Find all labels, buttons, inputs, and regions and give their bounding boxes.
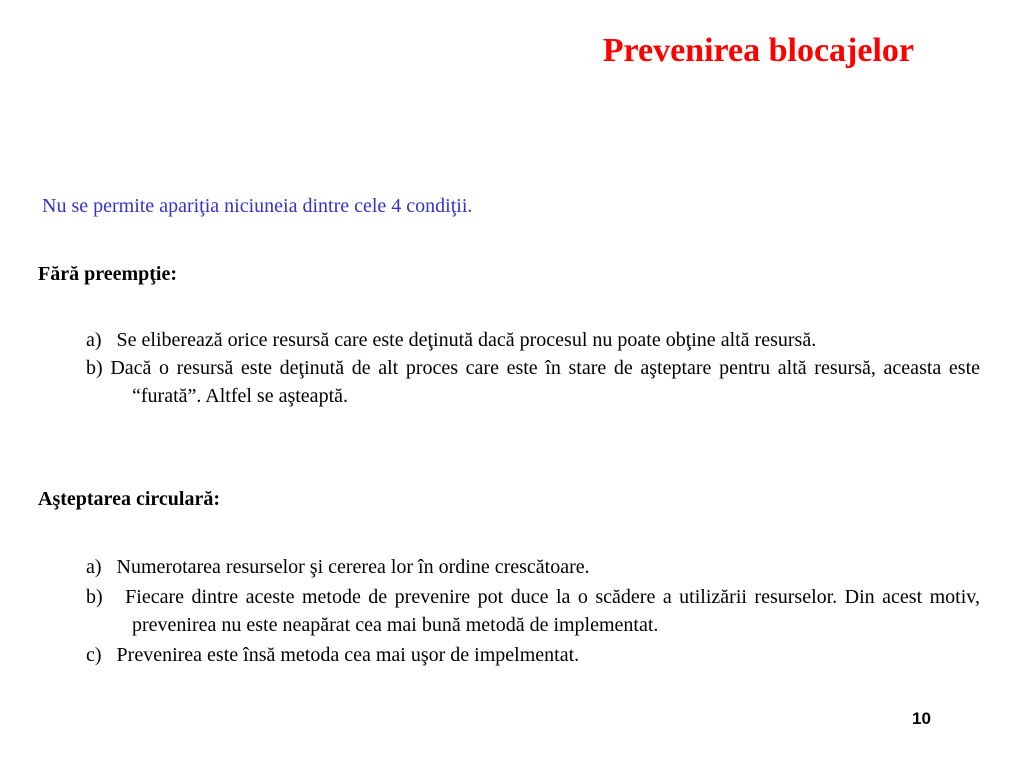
page-number: 10 xyxy=(912,709,931,728)
list-item xyxy=(86,354,980,410)
list-item xyxy=(86,583,980,639)
slide-title: Prevenirea blocajelor xyxy=(602,32,914,69)
circular-wait-list xyxy=(86,553,980,671)
intro-text: Nu se permite apariţia niciuneia dintre cele 4 condiţii. xyxy=(42,195,473,217)
list-item-text: Numerotarea resurselor şi cererea lor în ordine crescătoare. xyxy=(116,556,590,578)
list-item xyxy=(86,553,980,581)
list-item-text: Se eliberează orice resursă care este deţinută dacă procesul nu poate obţine altă resursă. xyxy=(116,329,817,351)
list-marker: b) xyxy=(86,357,103,379)
list-item-text: Dacă o resursă este deţinută de alt proces care este în stare de aşteptare pentru altă resursă, aceasta este “furată”. Altfel se aşteaptă. xyxy=(110,357,981,407)
section-heading-no-preemption: Fără preempţie: xyxy=(38,263,178,285)
list-item xyxy=(86,641,980,669)
no-preemption-list xyxy=(86,326,980,410)
list-marker: a) xyxy=(86,329,102,351)
list-marker: c) xyxy=(86,644,102,666)
list-marker: b) xyxy=(86,586,103,608)
list-item xyxy=(86,326,980,354)
section-heading-circular-wait: Aşteptarea circulară: xyxy=(38,488,220,510)
list-item-text: Fiecare dintre aceste metode de prevenire pot duce la o scădere a utilizării resurselor. Din acest motiv, prevenirea nu este neapărat cea mai bună metodă de implementat. xyxy=(125,586,980,636)
list-item-text: Prevenirea este însă metoda cea mai uşor de impelmentat. xyxy=(116,644,580,666)
list-marker: a) xyxy=(86,556,102,578)
